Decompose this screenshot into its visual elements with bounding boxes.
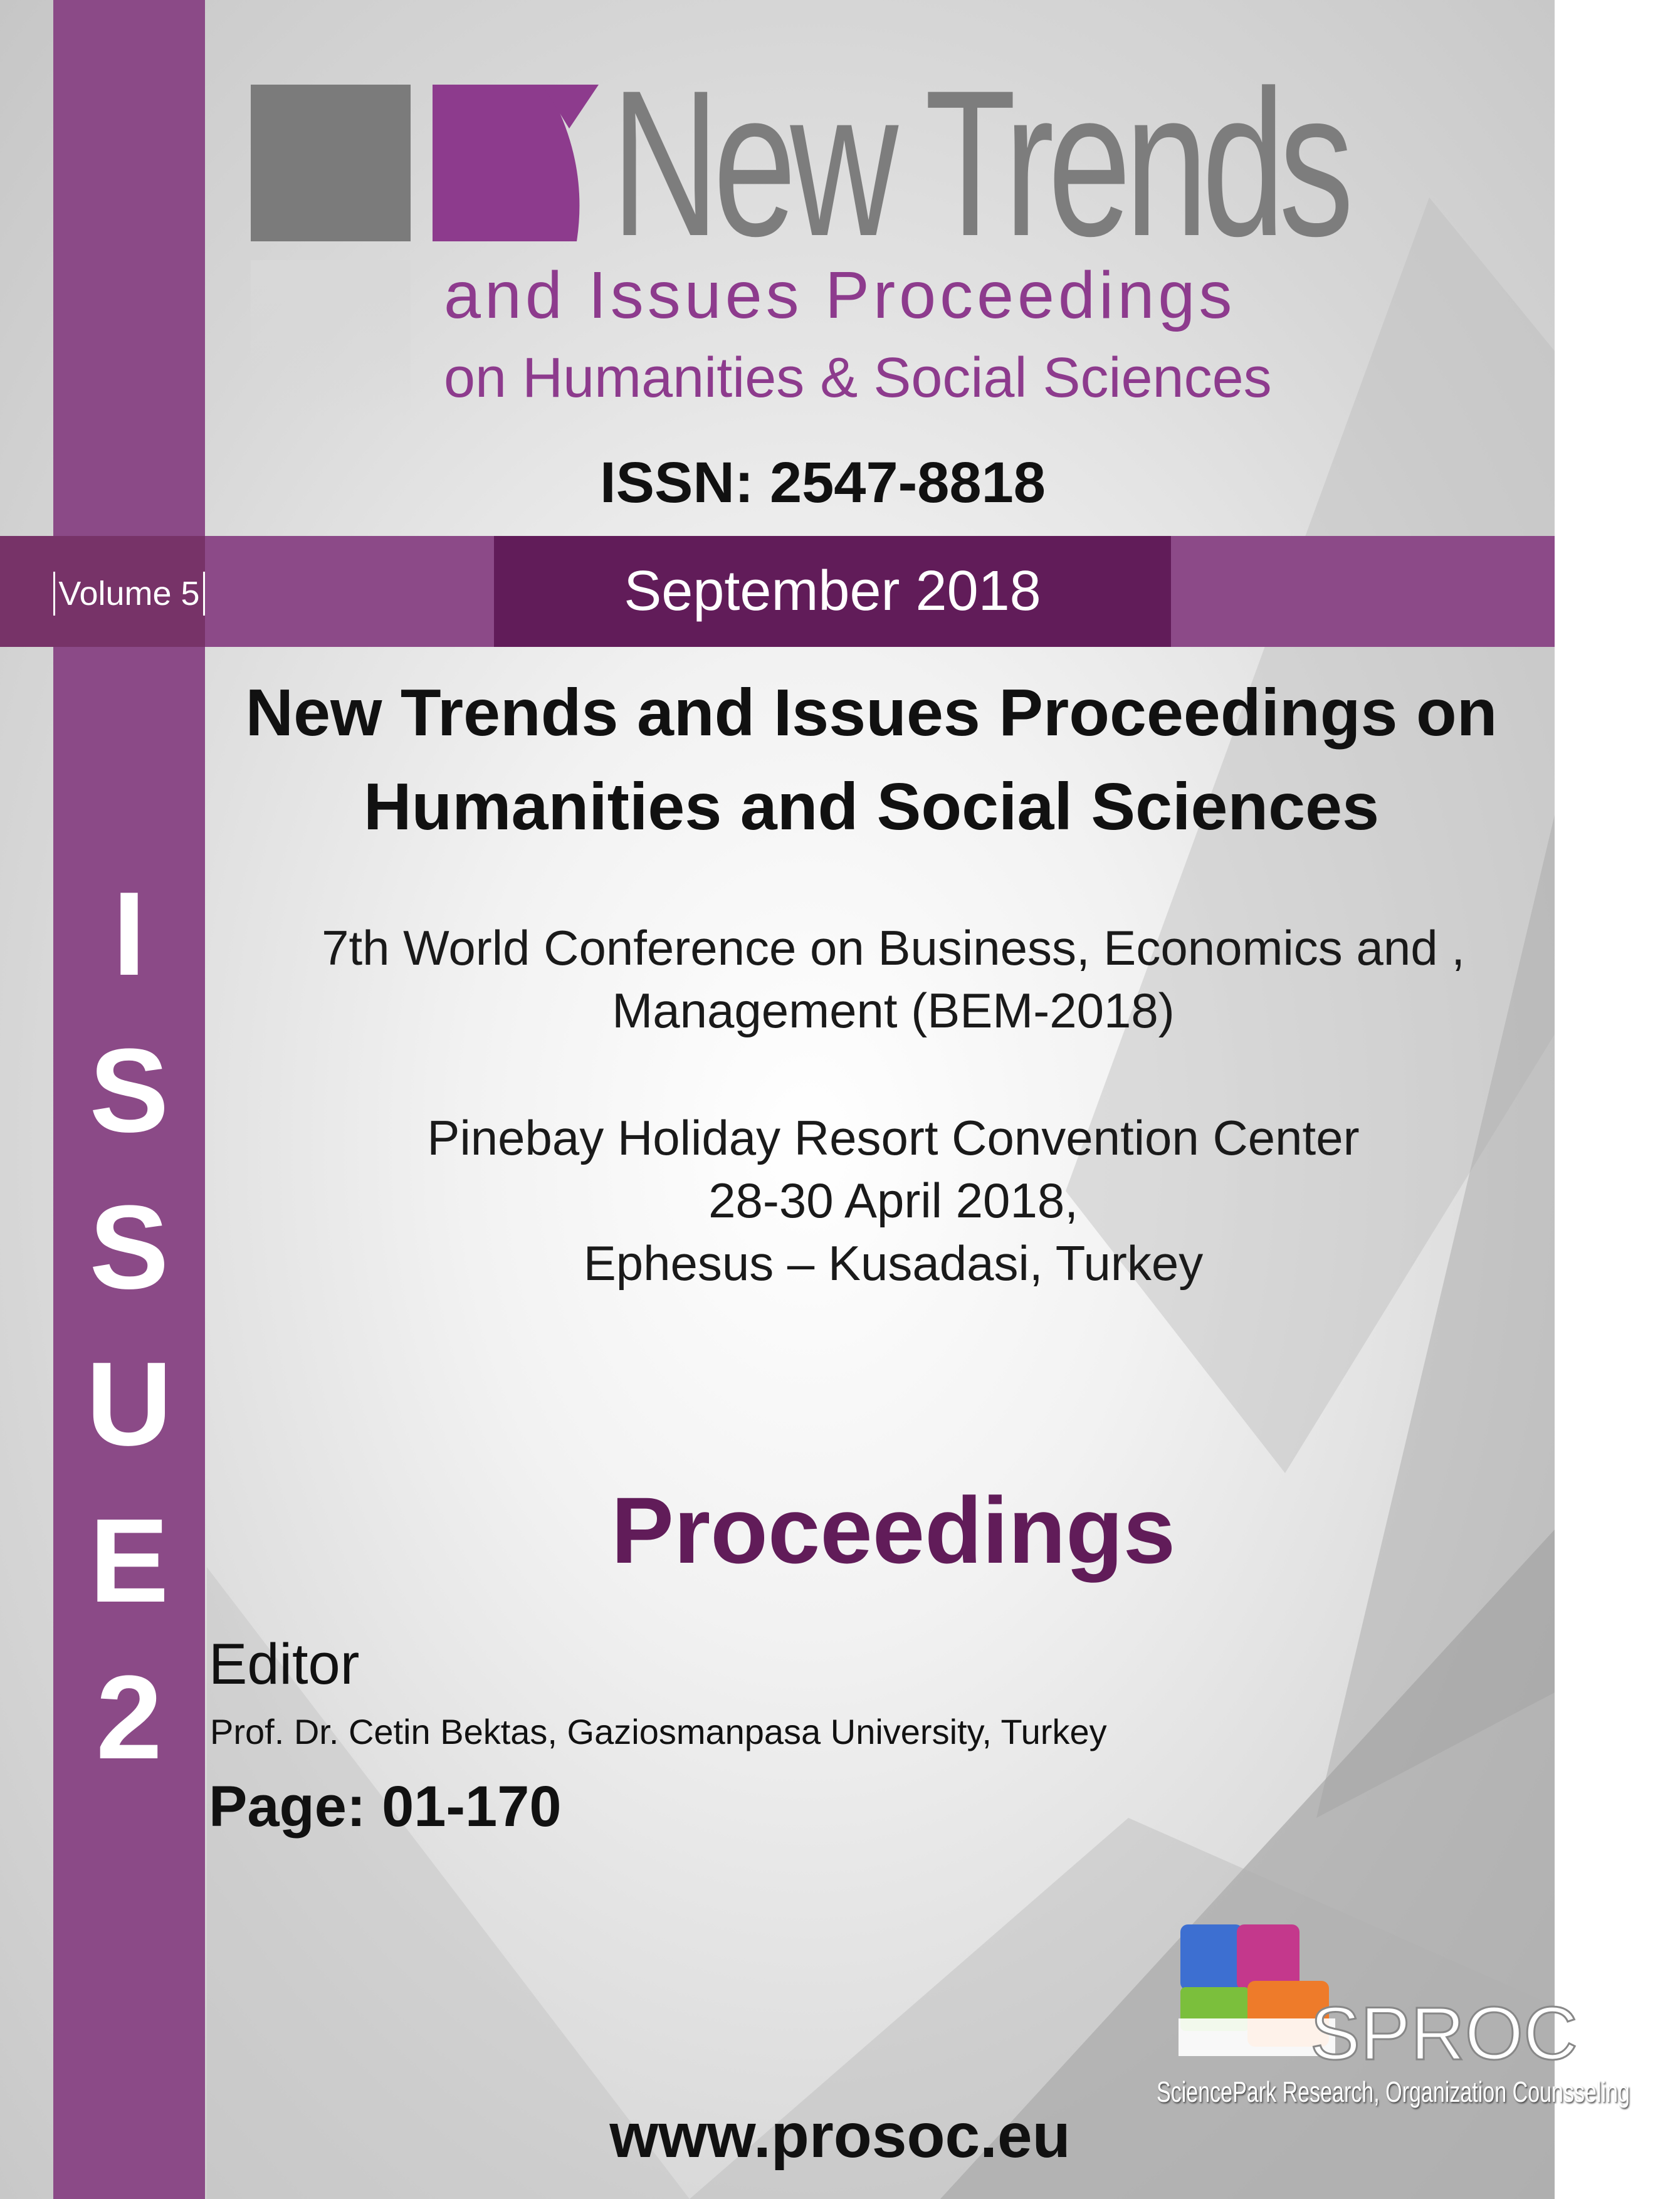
issn-number: ISSN: 2547-8818 — [600, 451, 1046, 515]
issue-letter: S — [89, 1024, 169, 1157]
logo-subtitle-line1: and Issues Proceedings — [444, 258, 1236, 332]
editor-label: Editor — [209, 1632, 360, 1696]
logo-subtitle-line2: on Humanities & Social Sciences — [444, 347, 1272, 409]
page-range: Page: 01-170 — [209, 1775, 562, 1839]
logo-title-new-trends: New Trends — [611, 47, 1348, 280]
issue-vertical-label — [53, 856, 205, 1796]
venue-dates: 28-30 April 2018, — [708, 1173, 1078, 1228]
logo-purple-quarter-icon — [433, 85, 599, 244]
logo-gray-square — [251, 85, 411, 241]
issue-letter: I — [112, 868, 146, 1000]
conference-venue — [207, 1106, 1580, 1294]
website-url[interactable]: www.prosoc.eu — [609, 2101, 1071, 2171]
venue-location: Ephesus – Kusadasi, Turkey — [583, 1236, 1204, 1291]
main-title: New Trends and Issues Proceedings on Humanities and Social Sciences — [245, 676, 1498, 844]
issue-letter: E — [89, 1494, 169, 1627]
sproc-logo-icon — [1153, 1918, 1578, 2076]
proceedings-heading: Proceedings — [611, 1477, 1176, 1583]
issue-number: 2 — [96, 1651, 162, 1784]
venue-name: Pinebay Holiday Resort Convention Center — [427, 1110, 1360, 1165]
sproc-caption: SciencePark Research, Organization Counsseling — [1157, 2076, 1630, 2108]
editor-name: Prof. Dr. Cetin Bektas, Gaziosmanpasa University, Turkey — [210, 1712, 1107, 1751]
issue-letter: U — [86, 1338, 172, 1471]
conference-name — [251, 916, 1536, 1042]
conference-line: 7th World Conference on Business, Economics and , — [322, 920, 1465, 975]
volume-label: Volume 5 — [53, 572, 205, 616]
issue-date: September 2018 — [624, 560, 1041, 622]
date-box — [494, 536, 1171, 647]
conference-line: Management (BEM-2018) — [612, 983, 1175, 1038]
logo-gray-square-reflection — [251, 260, 411, 417]
issue-letter: S — [89, 1181, 169, 1314]
svg-text:SPROC: SPROC — [1310, 1992, 1578, 2076]
